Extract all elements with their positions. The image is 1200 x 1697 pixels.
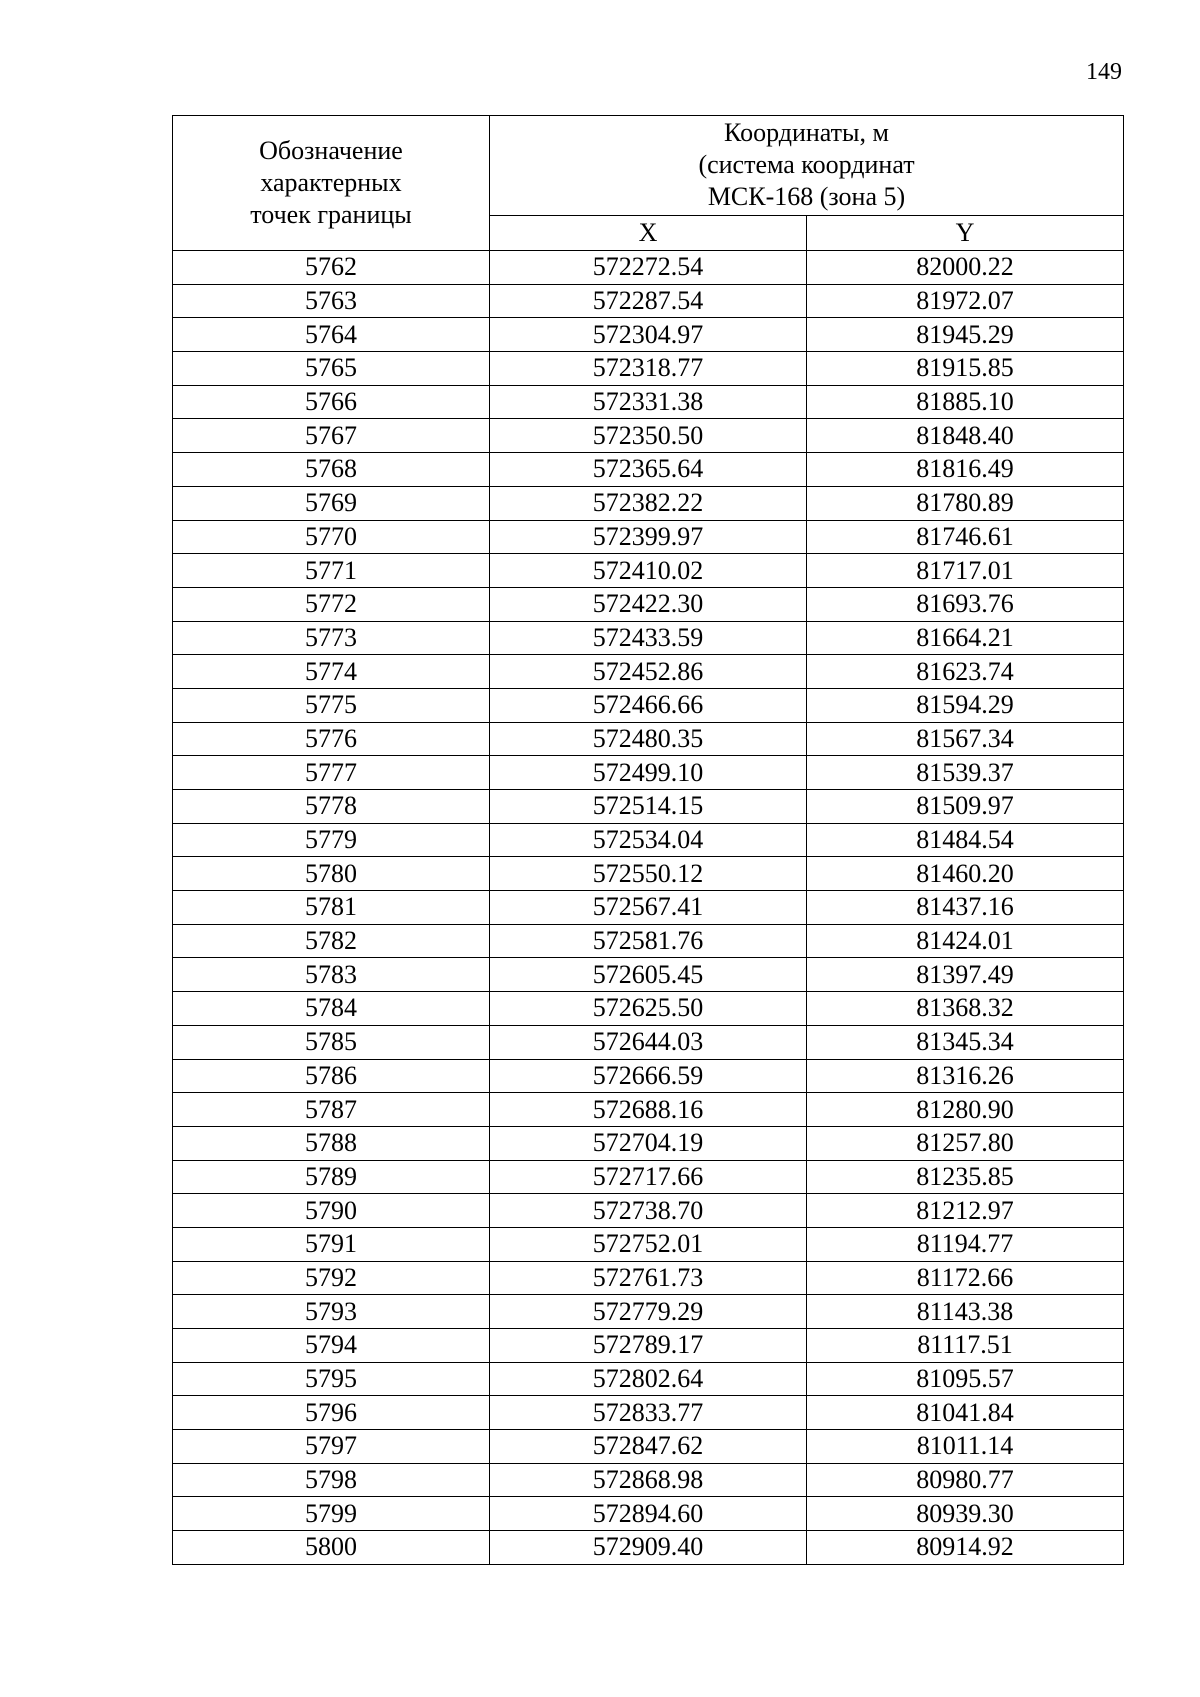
cell-point-number: 5785 bbox=[173, 1025, 490, 1059]
cell-x: 572422.30 bbox=[490, 587, 807, 621]
cell-x: 572581.76 bbox=[490, 924, 807, 958]
cell-point-number: 5776 bbox=[173, 722, 490, 756]
table-row bbox=[173, 1329, 1124, 1363]
cell-y: 81460.20 bbox=[807, 857, 1124, 891]
cell-x: 572625.50 bbox=[490, 992, 807, 1026]
cell-point-number: 5773 bbox=[173, 621, 490, 655]
cell-point-number: 5796 bbox=[173, 1396, 490, 1430]
header-y: Y bbox=[807, 215, 1124, 250]
cell-point-number: 5766 bbox=[173, 385, 490, 419]
cell-point-number: 5775 bbox=[173, 688, 490, 722]
cell-point-number: 5762 bbox=[173, 251, 490, 285]
cell-y: 81235.85 bbox=[807, 1160, 1124, 1194]
cell-y: 81437.16 bbox=[807, 891, 1124, 925]
cell-y: 81368.32 bbox=[807, 992, 1124, 1026]
cell-point-number: 5769 bbox=[173, 486, 490, 520]
cell-y: 81972.07 bbox=[807, 284, 1124, 318]
cell-x: 572802.64 bbox=[490, 1362, 807, 1396]
cell-y: 81257.80 bbox=[807, 1126, 1124, 1160]
cell-point-number: 5791 bbox=[173, 1227, 490, 1261]
cell-x: 572550.12 bbox=[490, 857, 807, 891]
cell-x: 572868.98 bbox=[490, 1463, 807, 1497]
table-header bbox=[173, 116, 1124, 251]
cell-y: 81095.57 bbox=[807, 1362, 1124, 1396]
cell-x: 572738.70 bbox=[490, 1194, 807, 1228]
cell-point-number: 5764 bbox=[173, 318, 490, 352]
cell-y: 80980.77 bbox=[807, 1463, 1124, 1497]
cell-x: 572514.15 bbox=[490, 790, 807, 824]
cell-point-number: 5786 bbox=[173, 1059, 490, 1093]
table-row bbox=[173, 1025, 1124, 1059]
cell-y: 80914.92 bbox=[807, 1531, 1124, 1565]
cell-y: 81424.01 bbox=[807, 924, 1124, 958]
table-row bbox=[173, 756, 1124, 790]
table-row bbox=[173, 1194, 1124, 1228]
cell-point-number: 5799 bbox=[173, 1497, 490, 1531]
table-row bbox=[173, 1093, 1124, 1127]
table-row bbox=[173, 1362, 1124, 1396]
cell-point-number: 5795 bbox=[173, 1362, 490, 1396]
table-row bbox=[173, 655, 1124, 689]
cell-y: 81345.34 bbox=[807, 1025, 1124, 1059]
table-row bbox=[173, 251, 1124, 285]
cell-y: 81664.21 bbox=[807, 621, 1124, 655]
table-row bbox=[173, 318, 1124, 352]
table-row bbox=[173, 1463, 1124, 1497]
cell-x: 572534.04 bbox=[490, 823, 807, 857]
header-x: X bbox=[490, 215, 807, 250]
cell-x: 572789.17 bbox=[490, 1329, 807, 1363]
table-row bbox=[173, 284, 1124, 318]
cell-point-number: 5782 bbox=[173, 924, 490, 958]
cell-y: 81143.38 bbox=[807, 1295, 1124, 1329]
table-row bbox=[173, 486, 1124, 520]
cell-y: 81945.29 bbox=[807, 318, 1124, 352]
page-number: 149 bbox=[1086, 59, 1122, 85]
table-row bbox=[173, 587, 1124, 621]
cell-point-number: 5794 bbox=[173, 1329, 490, 1363]
cell-x: 572894.60 bbox=[490, 1497, 807, 1531]
table-row bbox=[173, 453, 1124, 487]
cell-y: 81915.85 bbox=[807, 352, 1124, 386]
cell-x: 572752.01 bbox=[490, 1227, 807, 1261]
cell-point-number: 5780 bbox=[173, 857, 490, 891]
cell-point-number: 5778 bbox=[173, 790, 490, 824]
cell-x: 572779.29 bbox=[490, 1295, 807, 1329]
cell-x: 572365.64 bbox=[490, 453, 807, 487]
cell-point-number: 5787 bbox=[173, 1093, 490, 1127]
cell-x: 572399.97 bbox=[490, 520, 807, 554]
cell-x: 572382.22 bbox=[490, 486, 807, 520]
cell-y: 81484.54 bbox=[807, 823, 1124, 857]
table-row bbox=[173, 722, 1124, 756]
header-coordinates: Координаты, м (система координат МСК-168 (зона 5) bbox=[490, 116, 1124, 216]
cell-y: 81397.49 bbox=[807, 958, 1124, 992]
table-row bbox=[173, 1295, 1124, 1329]
cell-y: 81780.89 bbox=[807, 486, 1124, 520]
cell-point-number: 5770 bbox=[173, 520, 490, 554]
cell-point-number: 5790 bbox=[173, 1194, 490, 1228]
cell-y: 81816.49 bbox=[807, 453, 1124, 487]
table-row bbox=[173, 520, 1124, 554]
cell-x: 572847.62 bbox=[490, 1430, 807, 1464]
table-row bbox=[173, 958, 1124, 992]
table-row bbox=[173, 857, 1124, 891]
table-row bbox=[173, 1396, 1124, 1430]
cell-point-number: 5798 bbox=[173, 1463, 490, 1497]
table-row bbox=[173, 891, 1124, 925]
cell-point-number: 5789 bbox=[173, 1160, 490, 1194]
cell-point-number: 5763 bbox=[173, 284, 490, 318]
table-row bbox=[173, 419, 1124, 453]
cell-point-number: 5800 bbox=[173, 1531, 490, 1565]
coordinates-table bbox=[172, 115, 1124, 1565]
header-point-designation: Обозначение характерных точек границы bbox=[173, 116, 490, 251]
cell-x: 572433.59 bbox=[490, 621, 807, 655]
cell-y: 81885.10 bbox=[807, 385, 1124, 419]
cell-x: 572331.38 bbox=[490, 385, 807, 419]
cell-y: 81539.37 bbox=[807, 756, 1124, 790]
cell-x: 572499.10 bbox=[490, 756, 807, 790]
table-row bbox=[173, 1160, 1124, 1194]
cell-x: 572644.03 bbox=[490, 1025, 807, 1059]
table-row bbox=[173, 1126, 1124, 1160]
cell-x: 572350.50 bbox=[490, 419, 807, 453]
table-body bbox=[173, 251, 1124, 1565]
table-row bbox=[173, 352, 1124, 386]
cell-point-number: 5774 bbox=[173, 655, 490, 689]
cell-y: 81717.01 bbox=[807, 554, 1124, 588]
cell-point-number: 5788 bbox=[173, 1126, 490, 1160]
cell-x: 572452.86 bbox=[490, 655, 807, 689]
cell-y: 81693.76 bbox=[807, 587, 1124, 621]
table-row bbox=[173, 924, 1124, 958]
cell-point-number: 5793 bbox=[173, 1295, 490, 1329]
cell-x: 572717.66 bbox=[490, 1160, 807, 1194]
cell-x: 572909.40 bbox=[490, 1531, 807, 1565]
table-row bbox=[173, 1227, 1124, 1261]
table-row bbox=[173, 992, 1124, 1026]
cell-y: 81212.97 bbox=[807, 1194, 1124, 1228]
table-row bbox=[173, 688, 1124, 722]
cell-x: 572833.77 bbox=[490, 1396, 807, 1430]
table-row bbox=[173, 554, 1124, 588]
cell-point-number: 5767 bbox=[173, 419, 490, 453]
table-row bbox=[173, 823, 1124, 857]
cell-x: 572304.97 bbox=[490, 318, 807, 352]
cell-x: 572567.41 bbox=[490, 891, 807, 925]
cell-y: 80939.30 bbox=[807, 1497, 1124, 1531]
table-row bbox=[173, 1531, 1124, 1565]
cell-point-number: 5768 bbox=[173, 453, 490, 487]
table-row bbox=[173, 1059, 1124, 1093]
cell-x: 572318.77 bbox=[490, 352, 807, 386]
cell-x: 572480.35 bbox=[490, 722, 807, 756]
cell-point-number: 5792 bbox=[173, 1261, 490, 1295]
cell-point-number: 5781 bbox=[173, 891, 490, 925]
table-row bbox=[173, 1430, 1124, 1464]
cell-y: 81280.90 bbox=[807, 1093, 1124, 1127]
cell-point-number: 5779 bbox=[173, 823, 490, 857]
cell-x: 572605.45 bbox=[490, 958, 807, 992]
cell-point-number: 5771 bbox=[173, 554, 490, 588]
cell-x: 572287.54 bbox=[490, 284, 807, 318]
cell-y: 81316.26 bbox=[807, 1059, 1124, 1093]
table-row bbox=[173, 1261, 1124, 1295]
cell-point-number: 5777 bbox=[173, 756, 490, 790]
cell-y: 81172.66 bbox=[807, 1261, 1124, 1295]
table-row bbox=[173, 1497, 1124, 1531]
cell-point-number: 5772 bbox=[173, 587, 490, 621]
table-row bbox=[173, 790, 1124, 824]
cell-point-number: 5765 bbox=[173, 352, 490, 386]
cell-x: 572466.66 bbox=[490, 688, 807, 722]
cell-y: 81117.51 bbox=[807, 1329, 1124, 1363]
cell-x: 572704.19 bbox=[490, 1126, 807, 1160]
cell-y: 81567.34 bbox=[807, 722, 1124, 756]
cell-x: 572272.54 bbox=[490, 251, 807, 285]
cell-y: 81848.40 bbox=[807, 419, 1124, 453]
cell-y: 81594.29 bbox=[807, 688, 1124, 722]
cell-point-number: 5783 bbox=[173, 958, 490, 992]
cell-x: 572761.73 bbox=[490, 1261, 807, 1295]
table-row bbox=[173, 385, 1124, 419]
cell-point-number: 5784 bbox=[173, 992, 490, 1026]
cell-point-number: 5797 bbox=[173, 1430, 490, 1464]
cell-x: 572688.16 bbox=[490, 1093, 807, 1127]
cell-y: 81623.74 bbox=[807, 655, 1124, 689]
cell-y: 82000.22 bbox=[807, 251, 1124, 285]
cell-y: 81194.77 bbox=[807, 1227, 1124, 1261]
cell-y: 81011.14 bbox=[807, 1430, 1124, 1464]
cell-y: 81746.61 bbox=[807, 520, 1124, 554]
cell-x: 572410.02 bbox=[490, 554, 807, 588]
table-row bbox=[173, 621, 1124, 655]
cell-y: 81041.84 bbox=[807, 1396, 1124, 1430]
cell-x: 572666.59 bbox=[490, 1059, 807, 1093]
cell-y: 81509.97 bbox=[807, 790, 1124, 824]
